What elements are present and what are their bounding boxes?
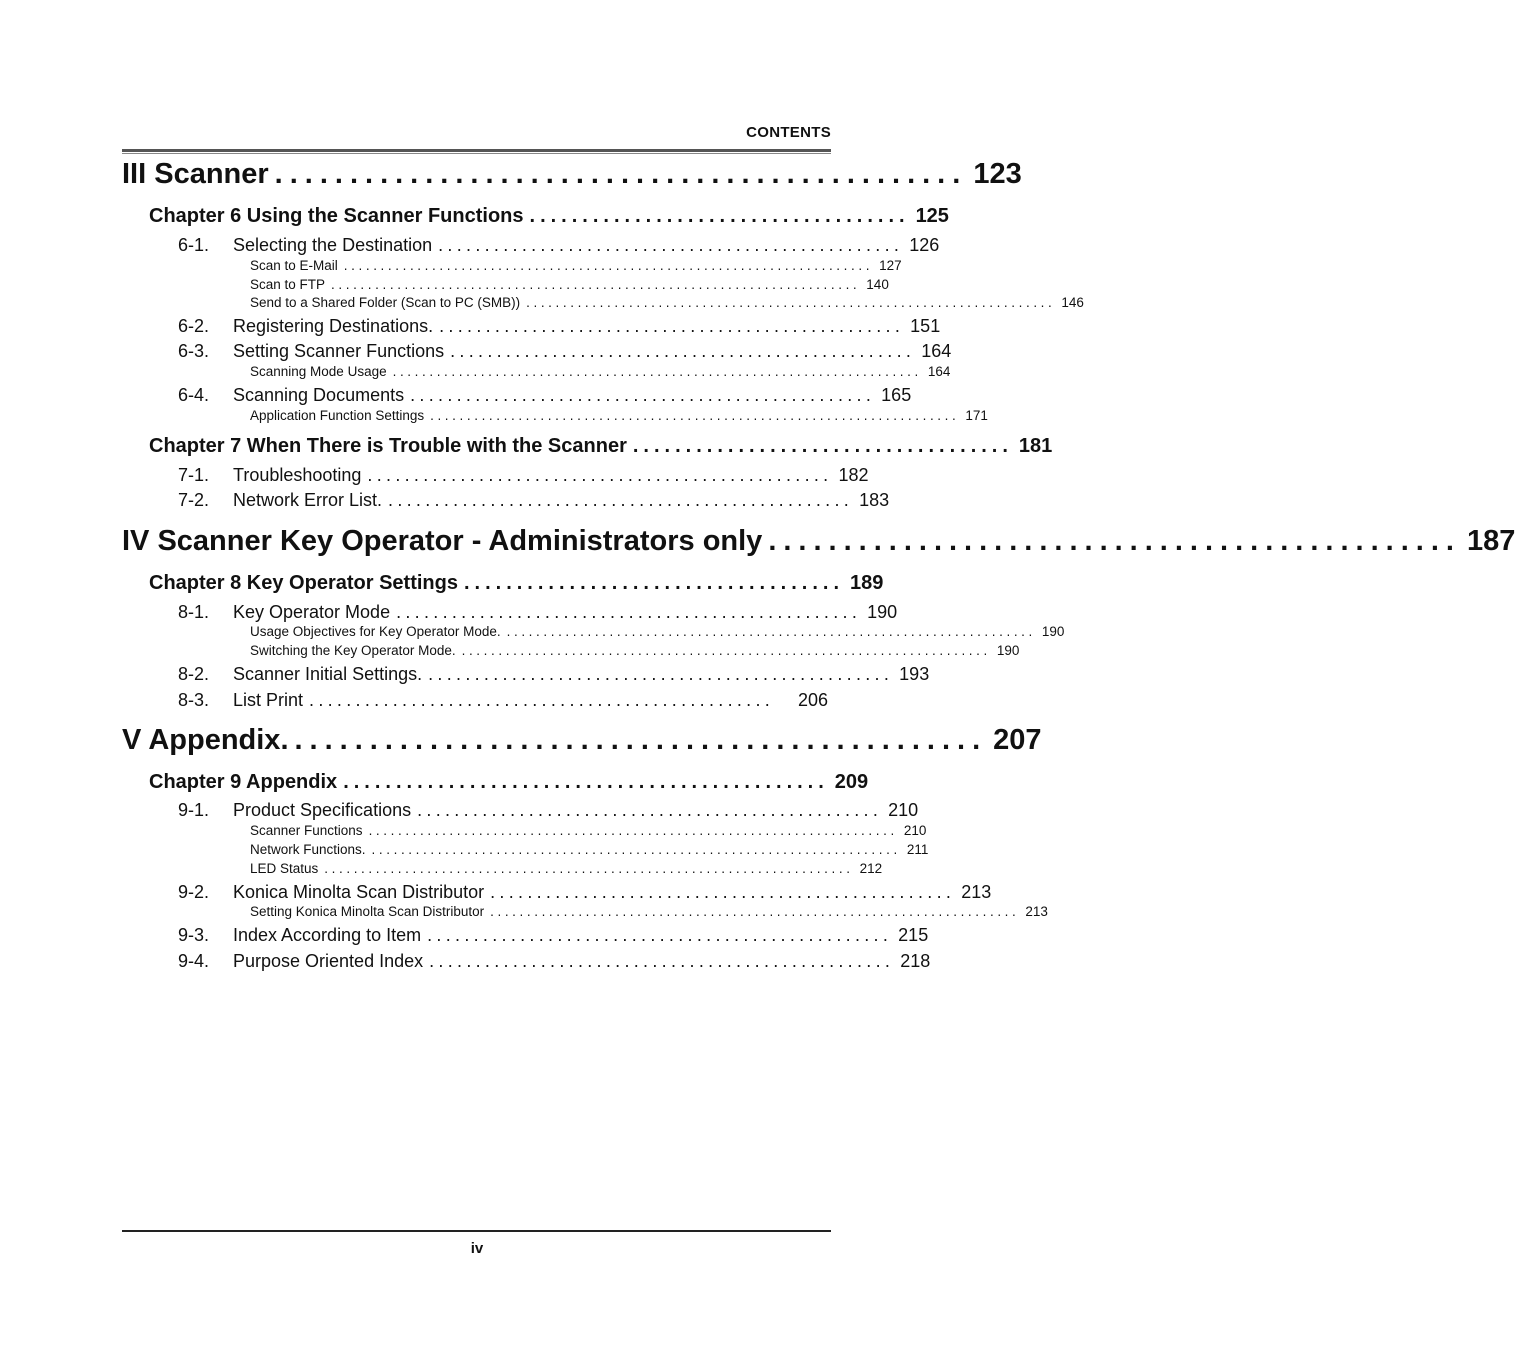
dot-leader: .................................................. <box>388 490 854 510</box>
toc-entry-page: 207 <box>993 724 1042 756</box>
toc-entry-section-7-2[interactable] <box>178 490 890 511</box>
toc-entry-title: Selecting the Destination <box>233 235 433 255</box>
toc-entry-number: 8-1. <box>178 602 210 622</box>
dot-leader: .................................................. <box>396 602 862 622</box>
toc-entry-page: 183 <box>859 490 890 510</box>
toc-entry-title: Setting Konica Minolta Scan Distributor <box>250 904 485 919</box>
toc-entry-page: 182 <box>838 465 869 485</box>
toc-entry-page: 151 <box>910 316 941 336</box>
toc-entry-number: 6-1. <box>178 235 210 255</box>
toc-entry-title: Product Specifications <box>233 800 412 820</box>
dot-leader: ........................................................................ <box>343 258 874 273</box>
dot-leader: ........................................................................ <box>506 624 1036 639</box>
toc-entry-title: Chapter 8 Key Operator Settings <box>149 572 458 594</box>
toc-entry-title: Usage Objectives for Key Operator Mode. <box>250 624 501 639</box>
dot-leader: .............................................. <box>768 525 1461 557</box>
toc-entry-chapter-7[interactable] <box>149 435 1053 458</box>
toc-entry-chapter-6[interactable] <box>149 205 949 228</box>
dot-leader: .................................................. <box>429 951 895 971</box>
toc-entry-section-8-1[interactable] <box>178 602 898 623</box>
toc-entry-subsection[interactable] <box>250 364 951 379</box>
dot-leader: ........................................................................ <box>490 904 1020 919</box>
toc-entry-section-6-2[interactable] <box>178 316 941 337</box>
dot-leader: .................................... <box>529 205 910 227</box>
toc-entry-number: 8-2. <box>178 664 210 684</box>
toc-entry-part-iv[interactable] <box>122 525 1515 558</box>
toc-entry-title: Network Error List. <box>233 490 383 510</box>
footer-rule <box>122 1230 831 1232</box>
dot-leader: ........................................................................ <box>461 643 991 658</box>
dot-leader: .................................................. <box>428 664 894 684</box>
toc-entry-page: 126 <box>909 235 940 255</box>
toc-entry-title: Chapter 9 Appendix <box>149 771 338 793</box>
toc-entry-number: 9-1. <box>178 800 210 820</box>
toc-entry-subsection[interactable] <box>250 904 1048 919</box>
toc-entry-subsection[interactable] <box>250 277 889 292</box>
toc-entry-title: III Scanner <box>122 158 269 190</box>
toc-entry-part-v[interactable] <box>122 724 1042 757</box>
dot-leader: .................................... <box>463 572 845 594</box>
dot-leader: ........................................................................ <box>526 295 1056 310</box>
dot-leader: .................................................. <box>367 465 833 485</box>
toc-entry-page: 190 <box>867 602 898 622</box>
toc-entry-number: 9-4. <box>178 951 210 971</box>
toc-entry-title: V Appendix. <box>122 724 289 756</box>
toc-entry-title: Index According to Item <box>233 925 422 945</box>
toc-entry-page: 164 <box>927 364 951 379</box>
toc-entry-number: 6-2. <box>178 316 210 336</box>
dot-leader: ........................................................................ <box>371 842 901 857</box>
toc-entry-title: Chapter 6 Using the Scanner Functions <box>149 205 524 227</box>
toc-entry-section-8-3[interactable] <box>178 690 828 711</box>
toc-entry-page: 211 <box>906 842 929 857</box>
toc-entry-page: 171 <box>965 408 988 423</box>
toc-entry-chapter-8[interactable] <box>149 572 884 595</box>
toc-entry-title: Purpose Oriented Index <box>233 951 424 971</box>
toc-entry-page: 146 <box>1061 295 1084 310</box>
toc-entry-page: 190 <box>996 643 1020 658</box>
dot-leader: .............................................. <box>343 771 829 793</box>
toc-entry-title: IV Scanner Key Operator - Administrators only <box>122 525 763 557</box>
toc-entry-section-8-2[interactable] <box>178 664 930 685</box>
toc-entry-page: 213 <box>1025 904 1048 919</box>
toc-entry-subsection[interactable] <box>250 624 1065 639</box>
toc-entry-title: Konica Minolta Scan Distributor <box>233 882 485 902</box>
toc-entry-page: 127 <box>879 258 902 273</box>
dot-leader: ........................................................................ <box>430 408 960 423</box>
toc-entry-title: Network Functions. <box>250 842 366 857</box>
toc-entry-section-9-2[interactable] <box>178 882 992 903</box>
toc-entry-title: Scanner Initial Settings. <box>233 664 423 684</box>
dot-leader: ........................................................................ <box>324 861 854 876</box>
toc-entry-title: Registering Destinations. <box>233 316 434 336</box>
dot-leader: .................................................. <box>438 235 904 255</box>
toc-entry-subsection[interactable] <box>250 861 883 876</box>
dot-leader: .............................................. <box>294 724 988 756</box>
page-number: iv <box>470 1240 484 1257</box>
toc-entry-number: 9-2. <box>178 882 210 902</box>
toc-entry-title: Setting Scanner Functions <box>233 341 445 361</box>
toc-entry-section-6-1[interactable] <box>178 235 940 256</box>
running-header: CONTENTS <box>746 124 831 141</box>
toc-entry-page: 181 <box>1018 435 1053 457</box>
toc-entry-section-9-3[interactable] <box>178 925 929 946</box>
toc-entry-page: 212 <box>859 861 883 876</box>
toc-entry-subsection[interactable] <box>250 823 927 838</box>
toc-entry-page: 125 <box>915 205 949 227</box>
toc-entry-subsection[interactable] <box>250 295 1084 310</box>
dot-leader: .................................................. <box>417 800 883 820</box>
toc-entry-title: Chapter 7 When There is Trouble with the Scanner <box>149 435 627 457</box>
toc-entry-title: LED Status <box>250 861 319 876</box>
toc-entry-title: Application Function Settings <box>250 408 425 423</box>
dot-leader: ........................................................................ <box>368 823 898 838</box>
toc-entry-number: 6-4. <box>178 385 210 405</box>
toc-entry-subsection[interactable] <box>250 258 902 273</box>
toc-entry-page: 218 <box>900 951 931 971</box>
dot-leader: .................................................. <box>427 925 893 945</box>
toc-entry-chapter-9[interactable] <box>149 771 869 794</box>
toc-entry-title: Scan to E-Mail <box>250 258 338 273</box>
toc-entry-title: Send to a Shared Folder (Scan to PC (SMB)) <box>250 295 521 310</box>
toc-entry-title: Scanning Mode Usage <box>250 364 387 379</box>
toc-entry-title: Scanner Functions <box>250 823 363 838</box>
toc-entry-section-6-3[interactable] <box>178 341 952 362</box>
toc-entry-page: 187 <box>1466 525 1515 557</box>
dot-leader: .............................................. <box>274 158 968 190</box>
toc-entry-number: 8-3. <box>178 690 210 710</box>
toc-entry-page: 193 <box>899 664 930 684</box>
toc-entry-page: 189 <box>850 572 884 594</box>
toc-entry-title: Scanning Documents <box>233 385 405 405</box>
toc-entry-page: 213 <box>961 882 992 902</box>
toc-entry-page: 165 <box>881 385 912 405</box>
toc-entry-section-6-4[interactable] <box>178 385 912 406</box>
toc-entry-title: List Print <box>233 690 304 710</box>
toc-entry-page: 210 <box>888 800 919 820</box>
toc-entry-section-9-4[interactable] <box>178 951 931 972</box>
toc-entry-page: 215 <box>898 925 929 945</box>
dot-leader: .................................................. <box>309 690 775 710</box>
toc-entry-subsection[interactable] <box>250 643 1020 658</box>
toc-entry-page: 210 <box>903 823 927 838</box>
toc-entry-page: 190 <box>1041 624 1065 639</box>
toc-entry-number: 6-3. <box>178 341 210 361</box>
toc-entry-number: 7-2. <box>178 490 210 510</box>
dot-leader: .................................... <box>632 435 1013 457</box>
toc-entry-number: 9-3. <box>178 925 210 945</box>
toc-entry-number: 7-1. <box>178 465 210 485</box>
toc-entry-title: Scan to FTP <box>250 277 326 292</box>
dot-leader: ........................................................................ <box>392 364 922 379</box>
toc-entry-part-iii[interactable] <box>122 158 1022 191</box>
dot-leader: .................................................. <box>490 882 956 902</box>
dot-leader: .................................................. <box>439 316 905 336</box>
toc-entry-page: 140 <box>866 277 889 292</box>
dot-leader: ........................................................................ <box>331 277 861 292</box>
toc-entry-page: 164 <box>921 341 952 361</box>
toc-entry-page: 123 <box>973 158 1022 190</box>
dot-leader: .................................................. <box>450 341 916 361</box>
toc-entry-subsection[interactable] <box>250 842 929 857</box>
toc-entry-section-7-1[interactable] <box>178 465 869 486</box>
dot-leader: .................................................. <box>410 385 876 405</box>
toc-entry-title: Key Operator Mode <box>233 602 391 622</box>
toc-entry-section-9-1[interactable] <box>178 800 919 821</box>
toc-entry-title: Troubleshooting <box>233 465 362 485</box>
toc-entry-page: 206 <box>797 690 828 710</box>
toc-entry-page: 209 <box>834 771 869 793</box>
toc-entry-subsection[interactable] <box>250 408 988 423</box>
toc-entry-title: Switching the Key Operator Mode. <box>250 643 456 658</box>
